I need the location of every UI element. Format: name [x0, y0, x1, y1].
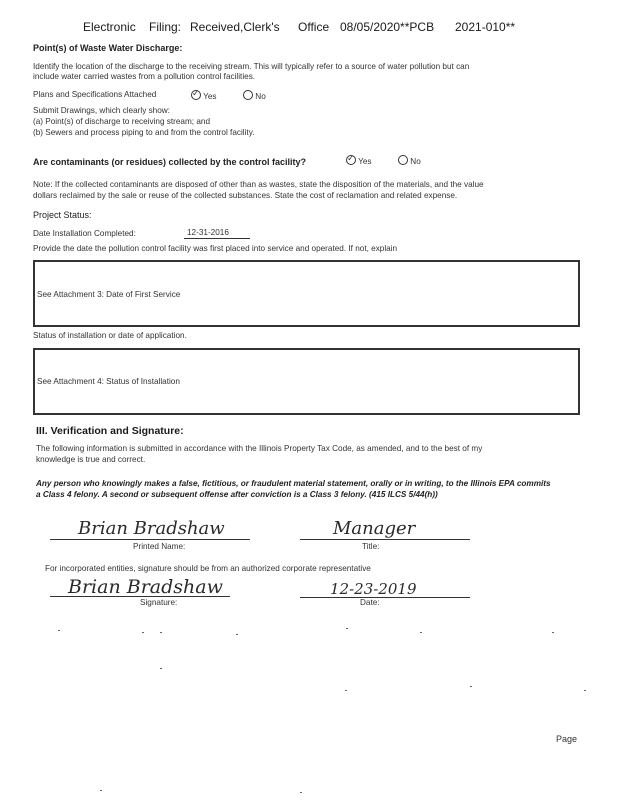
title-line	[300, 539, 470, 540]
signature-line	[50, 596, 230, 597]
contaminants-question: Are contaminants (or residues) collected by the control facility?	[33, 157, 307, 167]
signature-label: Signature:	[140, 598, 178, 607]
contaminants-no-radio[interactable]	[398, 155, 408, 165]
status-label: Status of installation or date of application.	[33, 331, 187, 340]
contaminants-no-option[interactable]	[398, 155, 421, 168]
contaminants-no-label: No	[410, 157, 421, 166]
discharge-title: Point(s) of Waste Water Discharge:	[33, 43, 183, 53]
contaminants-yes-label: Yes	[358, 157, 372, 166]
date-installed-label: Date Installation Completed:	[33, 229, 136, 238]
contaminants-note-line1: Note: If the collected contaminants are disposed of other than as wastes, state the disposition of the materials, and the value	[33, 180, 484, 189]
status-box-text: See Attachment 4: Status of Installation	[37, 377, 180, 386]
plans-label: Plans and Specifications Attached	[33, 90, 157, 99]
page-label: Page	[556, 734, 578, 744]
plans-no-radio[interactable]	[243, 90, 253, 100]
header-docket: 2021-010**	[455, 20, 516, 34]
verification-para-line1: The following information is submitted in accordance with the Illinois Property Tax Code, as amended, and to the best of my	[36, 444, 483, 453]
header-date: 08/05/2020**PCB	[340, 20, 435, 34]
verification-para-line2: knowledge is true and correct.	[36, 455, 146, 464]
header-filing: Filing:	[149, 20, 182, 34]
first-service-box-text: See Attachment 3: Date of First Service	[37, 290, 181, 299]
header-electronic: Electronic	[83, 20, 136, 34]
date-installed-underline	[184, 238, 250, 239]
verification-title: III. Verification and Signature:	[36, 425, 184, 437]
sign-date-value[interactable]: 12-23-2019	[330, 580, 417, 598]
submit-item-b: (b) Sewers and process piping to and from the control facility.	[33, 128, 255, 137]
contaminants-yes-option[interactable]	[346, 155, 372, 168]
header-office: Office	[298, 20, 330, 34]
contaminants-yes-radio[interactable]	[346, 155, 356, 165]
first-service-box[interactable]	[33, 260, 580, 327]
plans-no-option[interactable]	[243, 90, 266, 103]
submit-item-a: (a) Point(s) of discharge to receiving stream; and	[33, 117, 211, 126]
sign-date-line	[300, 597, 470, 598]
submit-intro: Submit Drawings, which clearly show:	[33, 106, 170, 115]
printed-name-label: Printed Name:	[133, 542, 186, 551]
plans-yes-radio[interactable]	[191, 90, 201, 100]
title-value[interactable]: Manager	[333, 518, 416, 539]
title-label: Title:	[362, 542, 380, 551]
header-received: Received,Clerk's	[190, 20, 280, 34]
incorporated-text: For incorporated entities, signature should be from an authorized corporate representative	[45, 564, 371, 573]
project-title: Project Status:	[33, 210, 92, 220]
discharge-desc-line1: Identify the location of the discharge to the receiving stream. This will typically refer to a source of water pollution but can	[33, 62, 470, 71]
plans-no-label: No	[255, 92, 266, 101]
plans-yes-label: Yes	[203, 92, 217, 101]
printed-name-line	[50, 539, 250, 540]
sign-date-label: Date:	[360, 598, 380, 607]
felony-warning: Any person who knowingly makes a false, fictitious, or fraudulent material statement, orally or in writing, to the Illinois EPA commits a Class 4 felony. A second or subsequent offense after conviction is a Class 3 felony. (415 ILCS 5/44(h))	[36, 479, 551, 499]
status-box[interactable]	[33, 348, 580, 415]
signature-value[interactable]: Brian Bradshaw	[68, 576, 223, 598]
provide-date-text: Provide the date the pollution control facility was first placed into service and operated. If not, explain	[33, 244, 398, 253]
printed-name-value[interactable]: Brian Bradshaw	[78, 518, 225, 539]
discharge-desc-line2: include water carried wastes from a pollution control facilities.	[33, 72, 256, 81]
date-installed-value[interactable]: 12-31-2016	[187, 228, 229, 237]
contaminants-note-line2: dollars reclaimed by the sale or reuse of the collected substances. State the cost of reclamation and related expense.	[33, 191, 458, 200]
plans-yes-option[interactable]	[191, 90, 217, 103]
